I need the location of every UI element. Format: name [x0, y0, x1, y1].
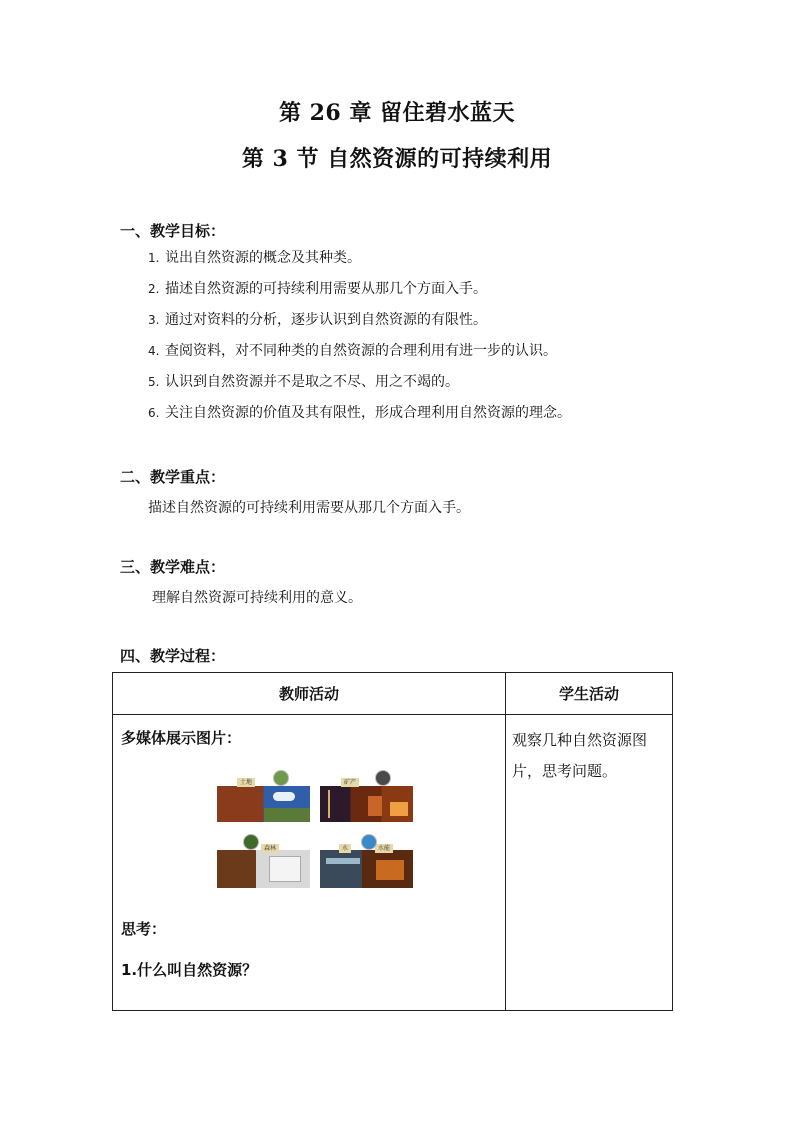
- key-point-text: 描述自然资源的可持续利用需要从那几个方面入手。: [148, 500, 470, 516]
- list-item: 5. 认识到自然资源并不是取之不尽、用之不竭的。: [148, 374, 459, 390]
- water-badge: [361, 834, 377, 850]
- multimedia-label: 多媒体展示图片：: [121, 729, 242, 747]
- student-activity-text: 观察几种自然资源图片，思考问题。: [512, 731, 648, 780]
- natural-resources-image: [217, 770, 413, 890]
- land-badge: [273, 770, 289, 786]
- forest-badge: [243, 834, 259, 850]
- list-item: 2. 描述自然资源的可持续利用需要从那几个方面入手。: [148, 281, 487, 297]
- teacher-activity-cell: [113, 715, 506, 1011]
- tag-hydro: 水能: [375, 844, 393, 853]
- list-item: 3. 通过对资料的分析，逐步认识到自然资源的有限性。: [148, 312, 487, 328]
- list-item: 1. 说出自然资源的概念及其种类。: [148, 250, 361, 266]
- list-item: 4. 查阅资料，对不同种类的自然资源的合理利用有进一步的认识。: [148, 343, 557, 359]
- water-photo: [320, 850, 413, 888]
- mineral-photo: [320, 786, 413, 822]
- tag-mineral: 矿产: [341, 778, 359, 787]
- section-title: 第 3 节 自然资源的可持续利用: [241, 146, 553, 172]
- tag-water: 水: [339, 844, 351, 853]
- question-1: 1.什么叫自然资源？: [121, 961, 258, 979]
- list-item: 6. 关注自然资源的价值及其有限性，形成合理利用自然资源的理念。: [148, 405, 571, 421]
- teacher-column-header: 教师活动: [113, 673, 506, 715]
- objectives-heading: 一、教学目标：: [120, 222, 226, 240]
- tag-land: 土地: [237, 778, 255, 787]
- process-table: [112, 672, 673, 1011]
- tag-forest: 森林: [261, 844, 279, 853]
- objectives-list: [148, 250, 571, 436]
- process-heading: 四、教学过程：: [120, 647, 226, 665]
- difficulty-text: 理解自然资源可持续利用的意义。: [152, 590, 362, 606]
- mineral-badge: [375, 770, 391, 786]
- student-activity-cell: [506, 715, 673, 1011]
- think-label: 思考：: [121, 920, 167, 938]
- chapter-title: 第 26 章 留住碧水蓝天: [278, 100, 516, 126]
- land-photo: [217, 786, 310, 822]
- key-point-heading: 二、教学重点：: [120, 468, 226, 486]
- forest-photo: [217, 850, 310, 888]
- student-column-header: 学生活动: [506, 673, 673, 715]
- difficulty-heading: 三、教学难点：: [120, 558, 226, 576]
